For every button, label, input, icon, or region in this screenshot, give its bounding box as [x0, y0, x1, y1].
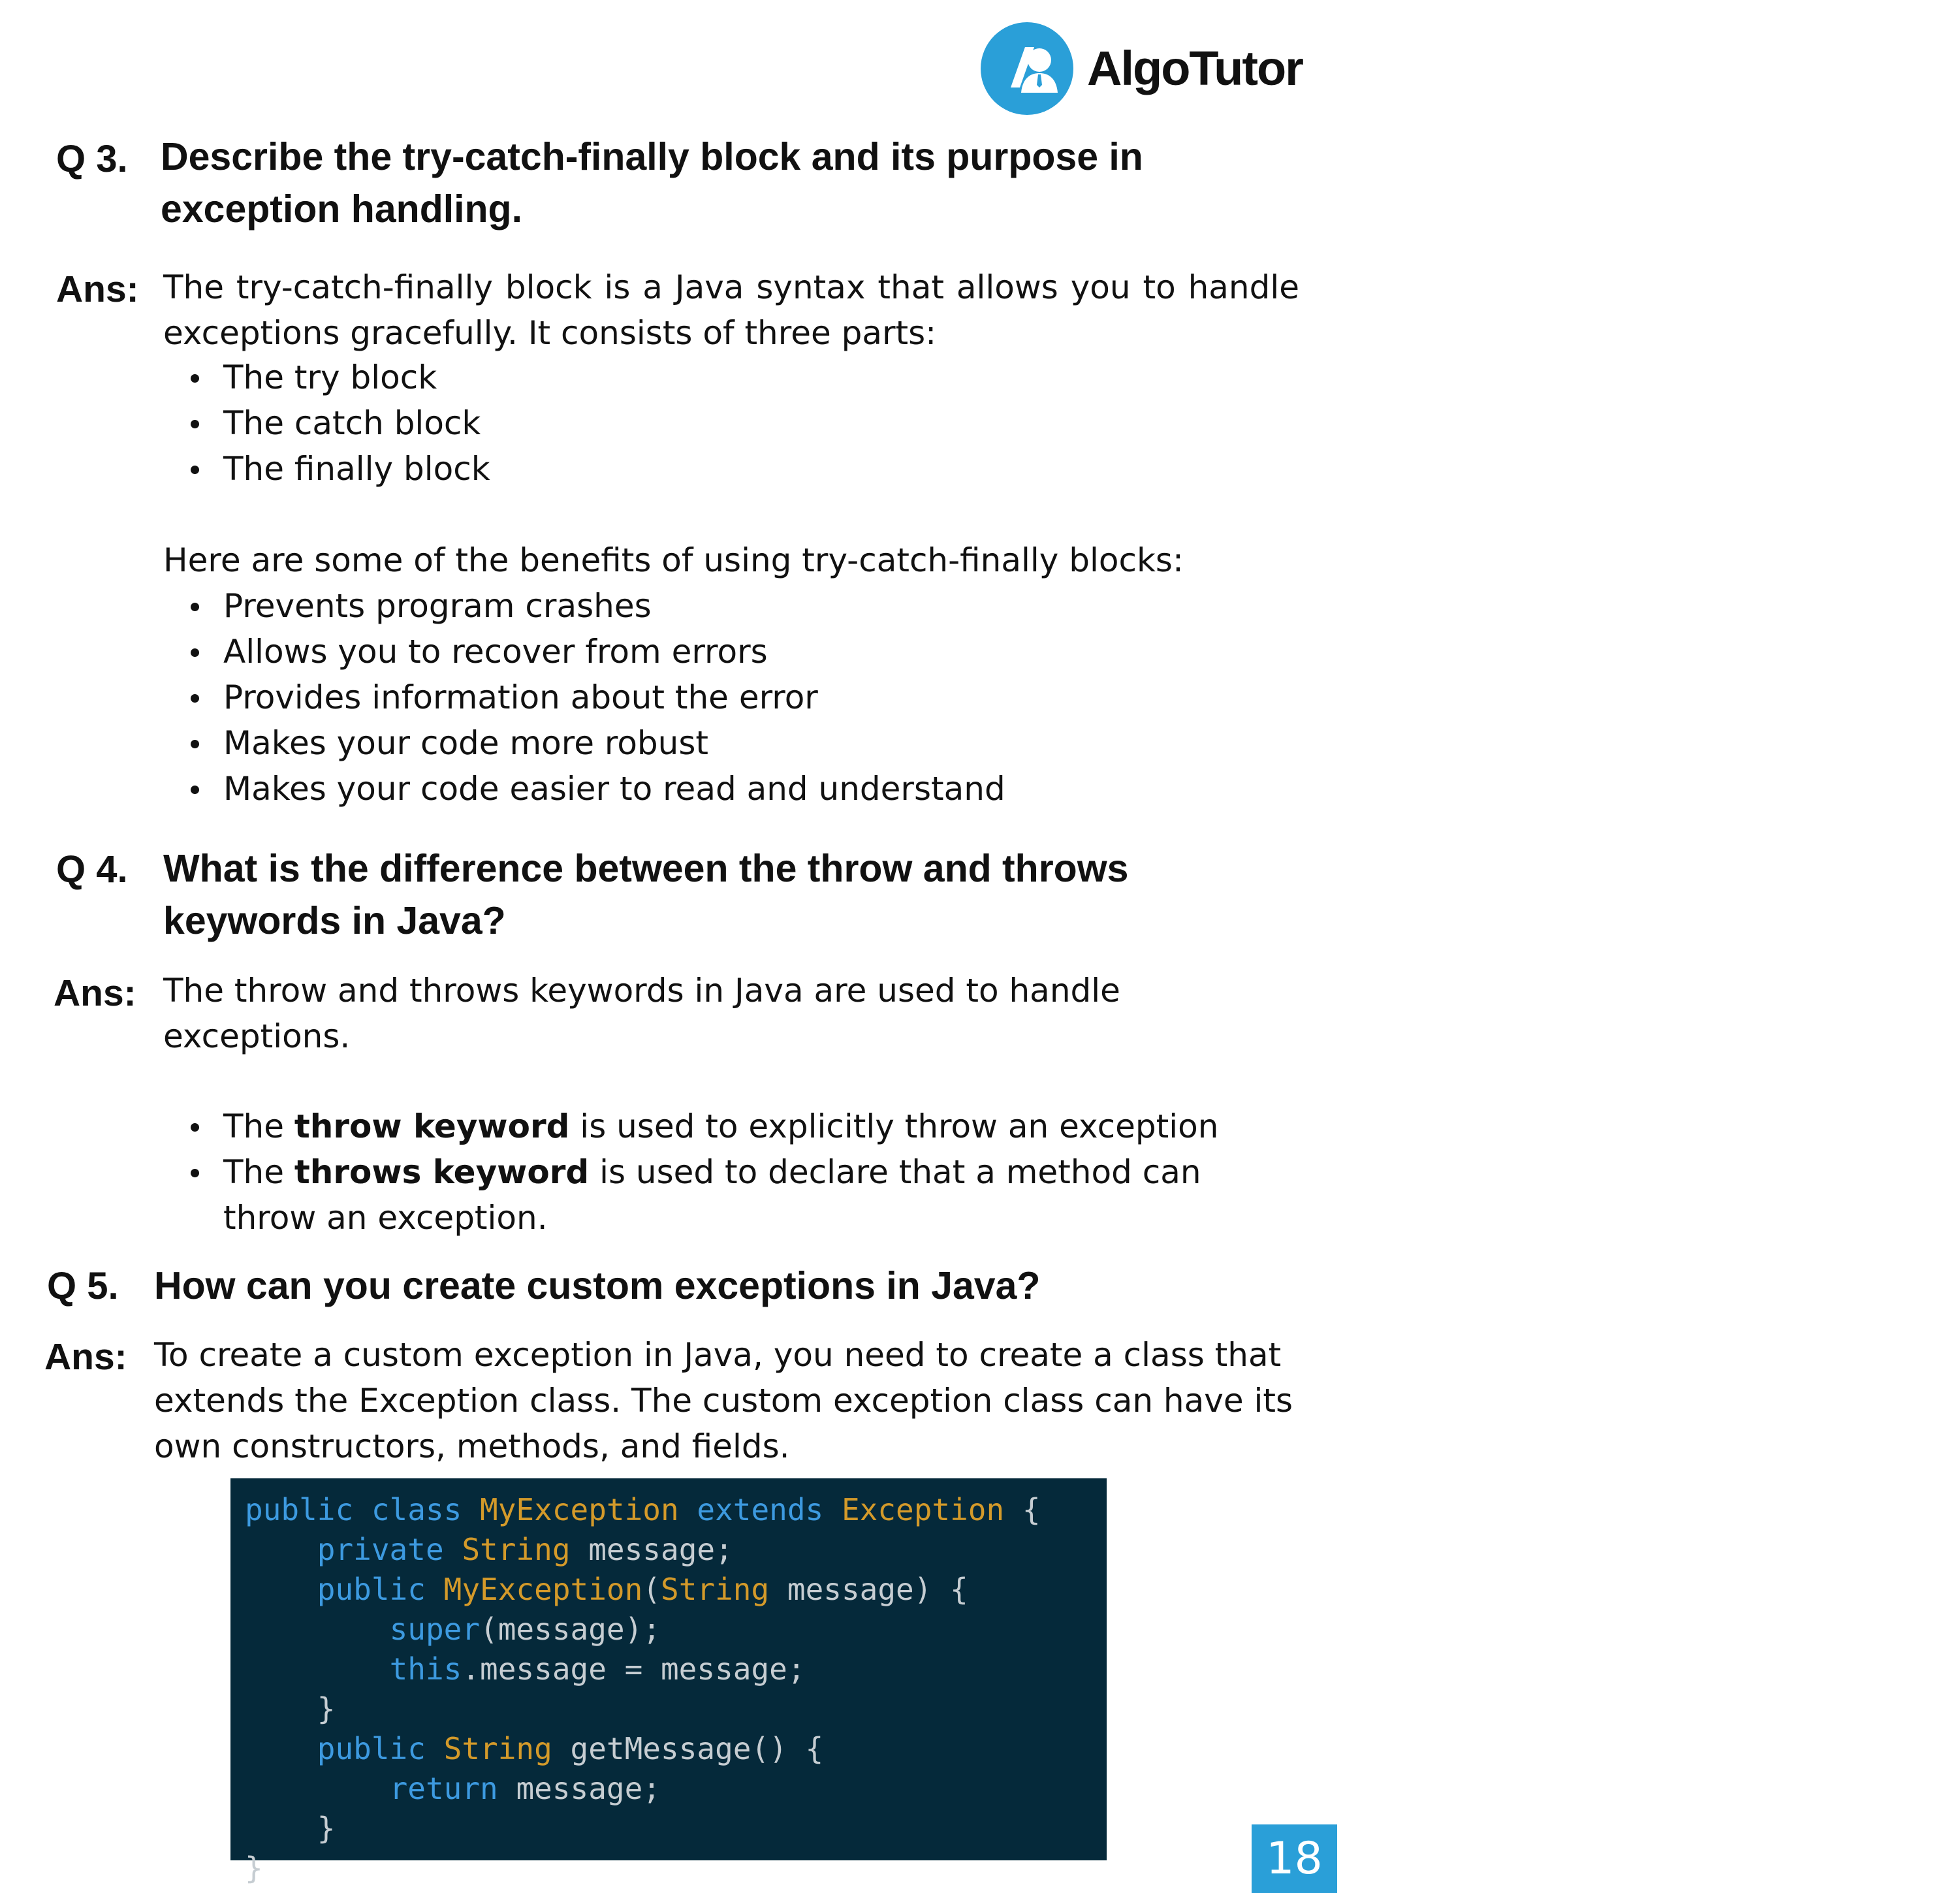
code-line [245, 1570, 1107, 1610]
brand-logo [981, 22, 1960, 120]
code-token [245, 1651, 390, 1687]
benefits-intro: Here are some of the benefits of using try-catch-finally blocks: [163, 541, 1184, 579]
bullet-suffix: is used to explicitly throw an exception [569, 1107, 1219, 1145]
code-token: String [462, 1532, 589, 1567]
question-title: How can you create custom exceptions in Java? [154, 1264, 1041, 1307]
code-line [245, 1610, 1107, 1649]
list-item: Makes your code easier to read and understand [163, 766, 1299, 812]
question-title: What is the difference between the throw and throws keywords in Java? [163, 847, 1129, 942]
code-token: } [245, 1811, 336, 1846]
code-snippet [230, 1478, 1107, 1886]
code-line [245, 1530, 1107, 1570]
code-line [245, 1849, 1107, 1888]
answer-label: Ans: [54, 972, 136, 1014]
bullet-suffix: is used to declare that a method can throw an exception. [223, 1153, 1201, 1237]
code-token [245, 1532, 317, 1567]
code-token: ( [642, 1572, 661, 1607]
code-token: super [389, 1612, 481, 1647]
code-token: public class [245, 1492, 481, 1527]
code-token: String [661, 1572, 787, 1607]
code-token: { [1022, 1492, 1041, 1527]
list-item: The catch block [163, 400, 1299, 446]
question-number: Q 5. [47, 1265, 119, 1307]
list-item [163, 1149, 1273, 1241]
code-token: .message = message; [462, 1651, 806, 1687]
list-item: Allows you to recover from errors [163, 629, 1299, 675]
code-line [245, 1649, 1107, 1689]
keyword-term: throw keyword [294, 1107, 570, 1145]
code-token [245, 1771, 390, 1806]
list-item: Prevents program crashes [163, 583, 1299, 629]
answer-text: The try-catch-finally block is a Java syntax that allows you to handle exceptions gracefully. It consists of three parts: [163, 268, 1299, 352]
code-token [245, 1572, 317, 1607]
bullet-prefix: The [223, 1153, 294, 1191]
code-line [245, 1809, 1107, 1849]
tutor-logo-icon [981, 22, 1073, 115]
list-item [163, 1104, 1273, 1149]
question-number: Q 4. [56, 848, 128, 891]
list-item: The try block [163, 355, 1299, 400]
bullet-prefix: The [223, 1107, 294, 1145]
code-token: } [245, 1691, 336, 1726]
answer-text: To create a custom exception in Java, you need to create a class that extends the Exception class. The custom exception class can have its own constructors, methods, and fields. [154, 1336, 1293, 1465]
list-item: Makes your code more robust [163, 720, 1299, 766]
code-token: getMessage() { [570, 1731, 824, 1766]
code-line [245, 1729, 1107, 1769]
answer-label: Ans: [44, 1336, 127, 1378]
code-token: private [317, 1532, 462, 1567]
question-number: Q 3. [56, 138, 128, 180]
code-line [245, 1769, 1107, 1809]
code-token: } [245, 1851, 263, 1886]
code-token: (message); [480, 1612, 661, 1647]
brand-name: AlgoTutor [1087, 41, 1303, 95]
code-token: Exception [841, 1492, 1022, 1527]
code-token: String [443, 1731, 571, 1766]
answer-text: The throw and throws keywords in Java are used to handle exceptions. [163, 972, 1120, 1055]
code-token: return [389, 1771, 516, 1806]
keywords-list [163, 1104, 1273, 1241]
keyword-term: throws keyword [294, 1153, 590, 1191]
code-token: this [389, 1651, 462, 1687]
question-title: Describe the try-catch-finally block and its purpose in exception handling. [161, 135, 1143, 231]
code-token: MyException [480, 1492, 697, 1527]
parts-list [163, 355, 1299, 492]
code-line [245, 1689, 1107, 1729]
code-token: message; [516, 1771, 661, 1806]
code-token: MyException [443, 1572, 643, 1607]
code-token [245, 1731, 317, 1766]
code-token [245, 1612, 390, 1647]
code-token: message; [588, 1532, 733, 1567]
benefits-list [163, 583, 1299, 812]
answer-label: Ans: [56, 268, 139, 310]
code-token: public [317, 1572, 444, 1607]
list-item: Provides information about the error [163, 675, 1299, 720]
code-token: public [317, 1731, 444, 1766]
code-token: extends [697, 1492, 842, 1527]
list-item: The finally block [163, 446, 1299, 492]
page-number: 18 [1252, 1824, 1337, 1893]
code-token: message) { [787, 1572, 968, 1607]
code-line [245, 1490, 1107, 1530]
